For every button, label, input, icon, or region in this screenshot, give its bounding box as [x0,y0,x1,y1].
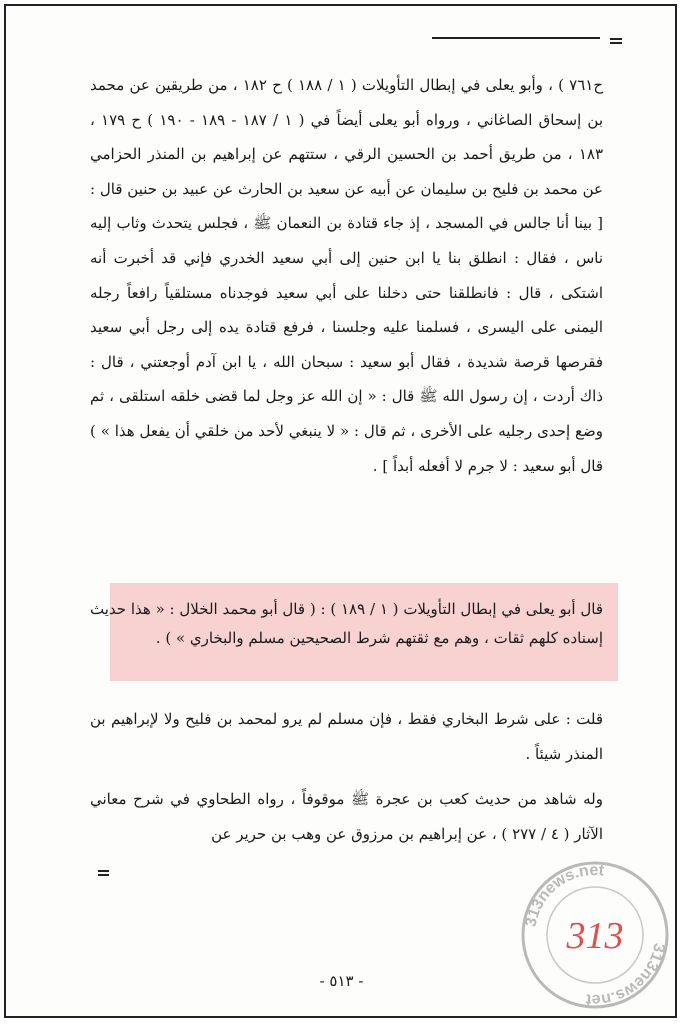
paragraph-comment: قلت : على شرط البخاري فقط ، فإن مسلم لم يرو لمحمد بن فليح ولا لإبراهيم بن المنذر شيئاً . [90,710,603,763]
header-rule [432,37,600,39]
watermark-site-text: 313news.net [522,861,605,929]
paragraph-highlighted-quote: قال أبو يعلى في إبطال التأويلات ( ١ / ١٨٩ ) : ( قال أبو محمد الخلال : « هذا حديث إسناده كلهم ثقات ، وهم مع ثقتهم شرط الصحيحين مسلم والبخاري » ) . [90,600,604,647]
watermark-site-text-2: 313news.net [585,941,668,1009]
page-number: - ٥١٣ - [319,972,364,990]
continuation-mark [98,870,109,872]
watermark-logo [518,858,672,1012]
header-mark [610,38,622,40]
paragraph-supporting-narration: وله شاهد من حديث كعب بن عجرة ﷺ موقوفاً ، رواه الطحاوي في شرح معاني الآثار ( ٤ / ٢٧٧ ) ، عن إبراهيم بن مرزوق عن وهب بن حرير عن [90,790,603,843]
paragraph-hadith-text: ح٧٦١ ) ، وأبو يعلى في إبطال التأويلات ( ١ / ١٨٨ ) ح ١٨٢ ، من طريقين عن محمد بن إسحاق الصاغاني ، ورواه أبو يعلى أيضاً في ( ١ / ١٨٧ - ١٨٩ - ١٩٠ ) ح ١٧٩ ، ١٨٣ ، من طريق أحمد بن الحسين الرقي ، ستتهم عن إبراهيم بن المنذر الحزامي عن محمد بن فليح بن سليمان عن أبيه عن سعيد بن الحارث عن عبيد بن حنين قال : [ بينا أنا جالس في المسجد ، إذ جاء قتادة بن النعمان ﷺ ، فجلس يتحدث وثاب إليه ناس ، فقال : انطلق بنا يا ابن حنين إلى أبي سعيد الخدري فإني قد أخبرت أنه اشتكى ، قال : فانطلقنا حتى دخلنا على أبي سعيد فوجدناه مستلقياً رافعاً رجله اليمنى على اليسرى ، فسلمنا عليه وجلسنا ، فرفع قتادة يده إلى رجل أبي سعيد فقرصها قرصة شديدة ، فقال أبو سعيد : سبحان الله ، يا ابن آدم أوجعتني ، قال : ذاك أردت ، إن رسول الله ﷺ قال : « إن الله عز وجل لما قضى خلقه استلقى ، ثم وضع إحدى رجليه على الأخرى ، ثم قال : « لا ينبغي لأحد من خلقي أن يفعل هذا » ) قال أبو سعيد : لا جرم لا أفعله أبداً ] . [90,76,604,475]
watermark-number: 313 [566,915,624,957]
